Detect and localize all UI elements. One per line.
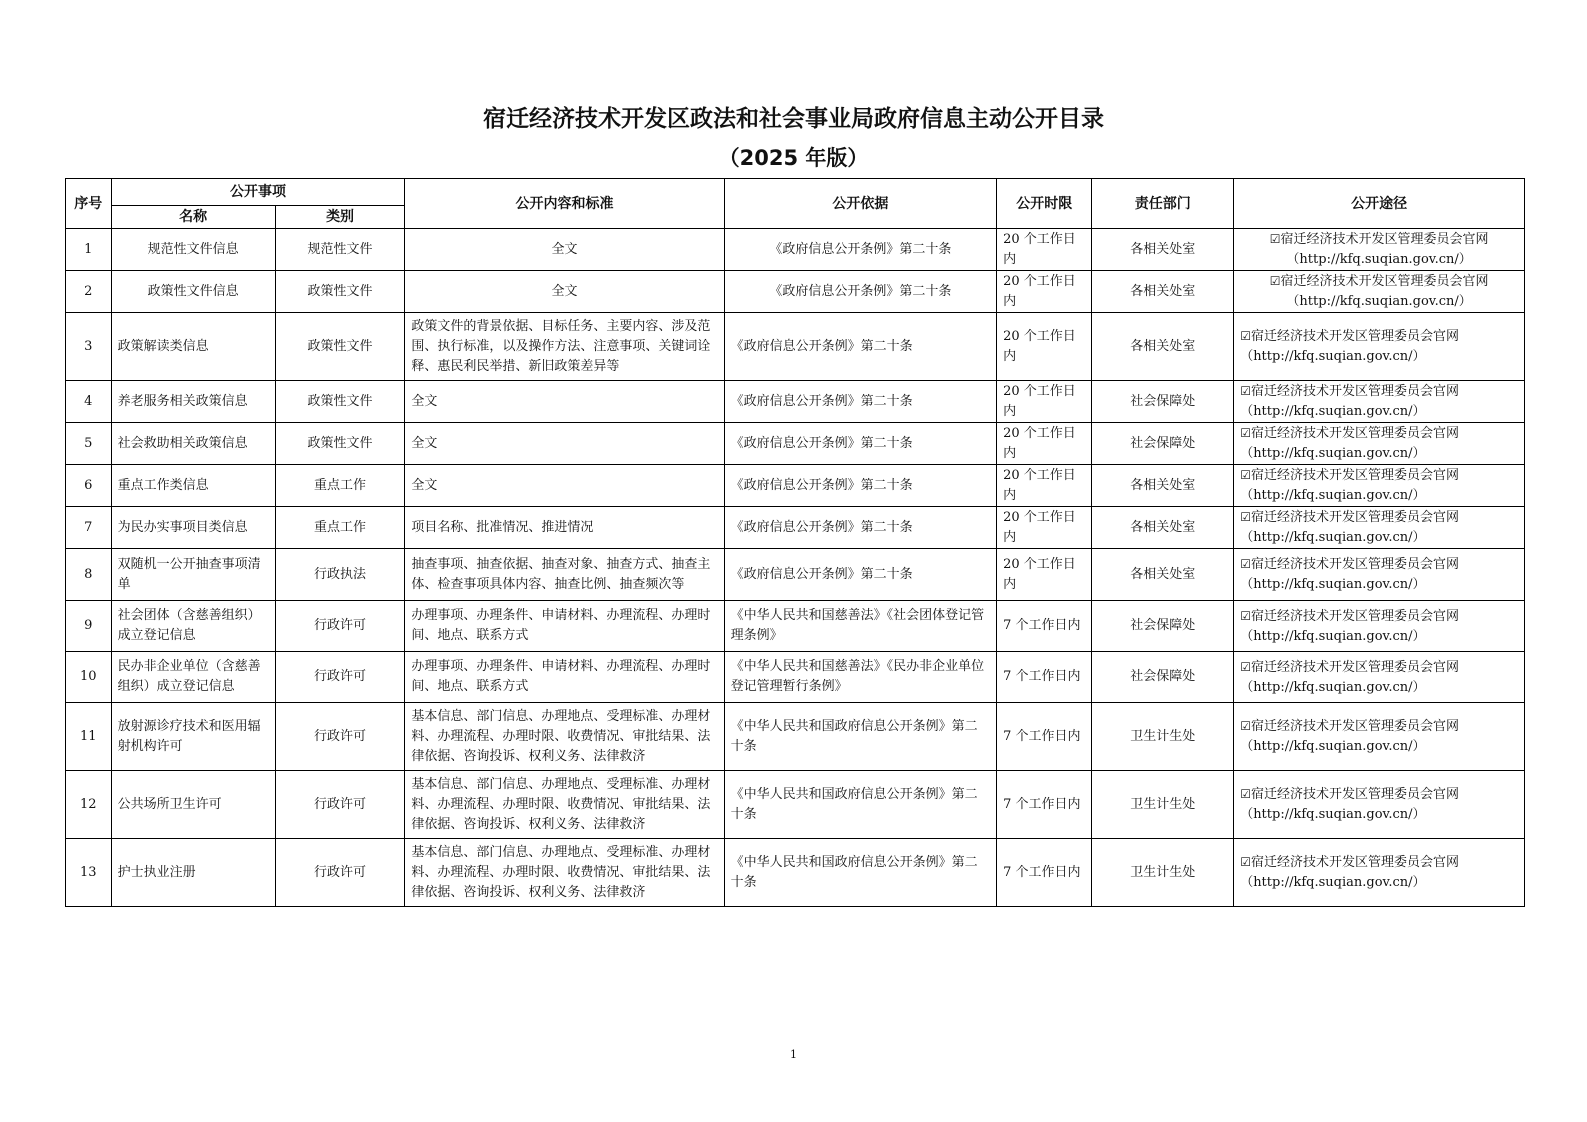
cell-seq: 9 bbox=[66, 601, 112, 652]
checked-box-icon: ☑ bbox=[1240, 468, 1251, 482]
cell-department: 各相关处室 bbox=[1092, 313, 1234, 381]
cell-channel bbox=[1234, 601, 1525, 652]
cell-content: 全文 bbox=[405, 271, 724, 313]
checked-box-icon: ☑ bbox=[1240, 608, 1251, 623]
channel-site-url: （http://kfq.suqian.gov.cn/） bbox=[1240, 530, 1426, 545]
channel-site-name: 宿迁经济技术开发区管理委员会官网 bbox=[1250, 384, 1459, 399]
header-category: 类别 bbox=[275, 206, 405, 229]
cell-content: 抽查事项、抽查依据、抽查对象、抽查方式、抽查主体、检查事项具体内容、抽查比例、抽查频次等 bbox=[405, 549, 724, 601]
cell-category: 行政许可 bbox=[275, 703, 405, 771]
cell-name: 公共场所卫生许可 bbox=[111, 771, 275, 839]
cell-time-limit: 7 个工作日内 bbox=[997, 652, 1092, 703]
cell-basis: 《政府信息公开条例》第二十条 bbox=[724, 549, 997, 601]
cell-name: 社会团体（含慈善组织）成立登记信息 bbox=[111, 601, 275, 652]
cell-department: 社会保障处 bbox=[1092, 601, 1234, 652]
cell-category: 行政许可 bbox=[275, 839, 405, 907]
channel-site-url: （http://kfq.suqian.gov.cn/） bbox=[1240, 679, 1426, 695]
cell-content: 全文 bbox=[405, 465, 724, 507]
document-title: 宿迁经济技术开发区政法和社会事业局政府信息主动公开目录 bbox=[483, 106, 1104, 132]
cell-name: 护士执业注册 bbox=[111, 839, 275, 907]
channel-site-url: （http://kfq.suqian.gov.cn/） bbox=[1240, 739, 1426, 754]
cell-seq: 6 bbox=[66, 465, 112, 507]
cell-content: 基本信息、部门信息、办理地点、受理标准、办理材料、办理流程、办理时限、收费情况、审批结果、法律依据、咨询投诉、权利义务、法律救济 bbox=[405, 703, 724, 771]
cell-time-limit: 20 个工作日内 bbox=[997, 381, 1092, 423]
table-row bbox=[66, 549, 1525, 601]
cell-category: 行政许可 bbox=[275, 601, 405, 652]
table-row bbox=[66, 271, 1525, 313]
channel-site-name: 宿迁经济技术开发区管理委员会官网 bbox=[1250, 468, 1459, 483]
cell-name: 民办非企业单位（含慈善组织）成立登记信息 bbox=[111, 652, 275, 703]
cell-time-limit: 20 个工作日内 bbox=[997, 229, 1092, 271]
checked-box-icon: ☑ bbox=[1240, 855, 1251, 869]
cell-name: 双随机一公开抽查事项清单 bbox=[111, 549, 275, 601]
cell-seq: 12 bbox=[66, 771, 112, 839]
cell-basis: 《政府信息公开条例》第二十条 bbox=[724, 313, 997, 381]
cell-channel bbox=[1234, 703, 1525, 771]
cell-time-limit: 7 个工作日内 bbox=[997, 601, 1092, 652]
cell-seq: 4 bbox=[66, 381, 112, 423]
checked-box-icon: ☑ bbox=[1240, 719, 1251, 733]
cell-category: 政策性文件 bbox=[275, 423, 405, 465]
cell-channel bbox=[1234, 771, 1525, 839]
cell-basis: 《政府信息公开条例》第二十条 bbox=[724, 271, 997, 313]
channel-site-url: （http://kfq.suqian.gov.cn/） bbox=[1286, 294, 1472, 309]
cell-time-limit: 20 个工作日内 bbox=[997, 507, 1092, 549]
cell-channel bbox=[1234, 652, 1525, 703]
checked-box-icon: ☑ bbox=[1240, 659, 1251, 674]
table-row bbox=[66, 381, 1525, 423]
checked-box-icon: ☑ bbox=[1240, 384, 1251, 398]
cell-seq: 10 bbox=[66, 652, 112, 703]
cell-channel bbox=[1234, 381, 1525, 423]
cell-basis: 《中华人民共和国慈善法》《民办非企业单位登记管理暂行条例》 bbox=[724, 652, 997, 703]
table-row bbox=[66, 771, 1525, 839]
cell-category: 政策性文件 bbox=[275, 271, 405, 313]
cell-name: 规范性文件信息 bbox=[111, 229, 275, 271]
cell-channel bbox=[1234, 549, 1525, 601]
disclosure-catalog-table bbox=[65, 178, 1525, 907]
channel-site-name: 宿迁经济技术开发区管理委员会官网 bbox=[1250, 608, 1459, 624]
cell-department: 卫生计生处 bbox=[1092, 839, 1234, 907]
table-row bbox=[66, 652, 1525, 703]
cell-time-limit: 20 个工作日内 bbox=[997, 271, 1092, 313]
channel-site-url: （http://kfq.suqian.gov.cn/） bbox=[1240, 349, 1426, 364]
channel-site-name: 宿迁经济技术开发区管理委员会官网 bbox=[1250, 510, 1459, 525]
cell-channel bbox=[1234, 465, 1525, 507]
cell-content: 基本信息、部门信息、办理地点、受理标准、办理材料、办理流程、办理时限、收费情况、审批结果、法律依据、咨询投诉、权利义务、法律救济 bbox=[405, 771, 724, 839]
channel-site-url: （http://kfq.suqian.gov.cn/） bbox=[1240, 577, 1426, 592]
cell-department: 各相关处室 bbox=[1092, 229, 1234, 271]
channel-site-name: 宿迁经济技术开发区管理委员会官网 bbox=[1250, 719, 1459, 734]
header-seq: 序号 bbox=[66, 179, 112, 229]
cell-seq: 8 bbox=[66, 549, 112, 601]
cell-name: 政策性文件信息 bbox=[111, 271, 275, 313]
header-items-group: 公开事项 bbox=[111, 179, 405, 206]
channel-site-url: （http://kfq.suqian.gov.cn/） bbox=[1286, 252, 1472, 267]
cell-department: 卫生计生处 bbox=[1092, 703, 1234, 771]
cell-seq: 3 bbox=[66, 313, 112, 381]
table-body bbox=[66, 229, 1525, 907]
cell-content: 办理事项、办理条件、申请材料、办理流程、办理时间、地点、联系方式 bbox=[405, 601, 724, 652]
cell-content: 政策文件的背景依据、目标任务、主要内容、涉及范围、执行标准，以及操作方法、注意事项、关键词诠释、惠民利民举措、新旧政策差异等 bbox=[405, 313, 724, 381]
table-row bbox=[66, 601, 1525, 652]
cell-channel bbox=[1234, 229, 1525, 271]
table-row bbox=[66, 507, 1525, 549]
header-time-limit: 公开时限 bbox=[997, 179, 1092, 229]
cell-basis: 《中华人民共和国慈善法》《社会团体登记管理条例》 bbox=[724, 601, 997, 652]
cell-seq: 5 bbox=[66, 423, 112, 465]
cell-seq: 1 bbox=[66, 229, 112, 271]
header-basis: 公开依据 bbox=[724, 179, 997, 229]
cell-name: 政策解读类信息 bbox=[111, 313, 275, 381]
cell-content: 办理事项、办理条件、申请材料、办理流程、办理时间、地点、联系方式 bbox=[405, 652, 724, 703]
cell-basis: 《政府信息公开条例》第二十条 bbox=[724, 229, 997, 271]
header-department: 责任部门 bbox=[1092, 179, 1234, 229]
cell-seq: 7 bbox=[66, 507, 112, 549]
cell-seq: 13 bbox=[66, 839, 112, 907]
checked-box-icon: ☑ bbox=[1269, 274, 1281, 288]
cell-time-limit: 20 个工作日内 bbox=[997, 423, 1092, 465]
cell-seq: 11 bbox=[66, 703, 112, 771]
header-name: 名称 bbox=[111, 206, 275, 229]
cell-time-limit: 7 个工作日内 bbox=[997, 771, 1092, 839]
cell-category: 行政执法 bbox=[275, 549, 405, 601]
cell-time-limit: 20 个工作日内 bbox=[997, 549, 1092, 601]
cell-channel bbox=[1234, 313, 1525, 381]
cell-time-limit: 7 个工作日内 bbox=[997, 703, 1092, 771]
channel-site-name: 宿迁经济技术开发区管理委员会官网 bbox=[1250, 426, 1459, 441]
header-channel: 公开途径 bbox=[1234, 179, 1525, 229]
cell-time-limit: 7 个工作日内 bbox=[997, 839, 1092, 907]
cell-category: 行政许可 bbox=[275, 771, 405, 839]
cell-department: 各相关处室 bbox=[1092, 271, 1234, 313]
cell-category: 重点工作 bbox=[275, 465, 405, 507]
cell-name: 为民办实事项目类信息 bbox=[111, 507, 275, 549]
cell-department: 各相关处室 bbox=[1092, 507, 1234, 549]
table-row bbox=[66, 423, 1525, 465]
channel-site-name: 宿迁经济技术开发区管理委员会官网 bbox=[1280, 232, 1489, 247]
checked-box-icon: ☑ bbox=[1240, 426, 1251, 440]
cell-category: 规范性文件 bbox=[275, 229, 405, 271]
checked-box-icon: ☑ bbox=[1240, 787, 1251, 801]
cell-category: 政策性文件 bbox=[275, 381, 405, 423]
cell-content: 基本信息、部门信息、办理地点、受理标准、办理材料、办理流程、办理时限、收费情况、审批结果、法律依据、咨询投诉、权利义务、法律救济 bbox=[405, 839, 724, 907]
channel-site-url: （http://kfq.suqian.gov.cn/） bbox=[1240, 404, 1426, 419]
document-subtitle: （2025 年版） bbox=[718, 146, 869, 170]
page-number: 1 bbox=[790, 1048, 797, 1061]
cell-content: 项目名称、批准情况、推进情况 bbox=[405, 507, 724, 549]
cell-category: 行政许可 bbox=[275, 652, 405, 703]
cell-department: 卫生计生处 bbox=[1092, 771, 1234, 839]
channel-site-name: 宿迁经济技术开发区管理委员会官网 bbox=[1280, 274, 1489, 289]
cell-basis: 《中华人民共和国政府信息公开条例》第二十条 bbox=[724, 771, 997, 839]
cell-name: 放射源诊疗技术和医用辐射机构许可 bbox=[111, 703, 275, 771]
table-row bbox=[66, 313, 1525, 381]
cell-basis: 《政府信息公开条例》第二十条 bbox=[724, 465, 997, 507]
checked-box-icon: ☑ bbox=[1269, 232, 1281, 246]
checked-box-icon: ☑ bbox=[1240, 510, 1251, 524]
cell-time-limit: 20 个工作日内 bbox=[997, 465, 1092, 507]
cell-department: 各相关处室 bbox=[1092, 465, 1234, 507]
cell-department: 社会保障处 bbox=[1092, 423, 1234, 465]
cell-channel bbox=[1234, 271, 1525, 313]
cell-channel bbox=[1234, 423, 1525, 465]
channel-site-url: （http://kfq.suqian.gov.cn/） bbox=[1240, 807, 1426, 822]
channel-site-name: 宿迁经济技术开发区管理委员会官网 bbox=[1250, 557, 1459, 572]
channel-site-name: 宿迁经济技术开发区管理委员会官网 bbox=[1250, 329, 1459, 344]
cell-channel bbox=[1234, 839, 1525, 907]
cell-channel bbox=[1234, 507, 1525, 549]
cell-name: 重点工作类信息 bbox=[111, 465, 275, 507]
cell-basis: 《中华人民共和国政府信息公开条例》第二十条 bbox=[724, 839, 997, 907]
table-row bbox=[66, 229, 1525, 271]
cell-time-limit: 20 个工作日内 bbox=[997, 313, 1092, 381]
cell-category: 重点工作 bbox=[275, 507, 405, 549]
cell-seq: 2 bbox=[66, 271, 112, 313]
cell-content: 全文 bbox=[405, 381, 724, 423]
cell-category: 政策性文件 bbox=[275, 313, 405, 381]
channel-site-name: 宿迁经济技术开发区管理委员会官网 bbox=[1250, 787, 1459, 802]
cell-department: 各相关处室 bbox=[1092, 549, 1234, 601]
checked-box-icon: ☑ bbox=[1240, 329, 1251, 343]
cell-content: 全文 bbox=[405, 423, 724, 465]
channel-site-url: （http://kfq.suqian.gov.cn/） bbox=[1240, 875, 1426, 890]
cell-basis: 《政府信息公开条例》第二十条 bbox=[724, 381, 997, 423]
cell-name: 社会救助相关政策信息 bbox=[111, 423, 275, 465]
channel-site-url: （http://kfq.suqian.gov.cn/） bbox=[1240, 446, 1426, 461]
cell-department: 社会保障处 bbox=[1092, 381, 1234, 423]
channel-site-name: 宿迁经济技术开发区管理委员会官网 bbox=[1250, 659, 1459, 675]
channel-site-url: （http://kfq.suqian.gov.cn/） bbox=[1240, 628, 1426, 644]
cell-basis: 《政府信息公开条例》第二十条 bbox=[724, 423, 997, 465]
cell-name: 养老服务相关政策信息 bbox=[111, 381, 275, 423]
cell-basis: 《政府信息公开条例》第二十条 bbox=[724, 507, 997, 549]
cell-content: 全文 bbox=[405, 229, 724, 271]
cell-department: 社会保障处 bbox=[1092, 652, 1234, 703]
channel-site-url: （http://kfq.suqian.gov.cn/） bbox=[1240, 488, 1426, 503]
table-header bbox=[66, 179, 1525, 229]
header-content: 公开内容和标准 bbox=[405, 179, 724, 229]
table-row bbox=[66, 703, 1525, 771]
table-row bbox=[66, 839, 1525, 907]
table-row bbox=[66, 465, 1525, 507]
channel-site-name: 宿迁经济技术开发区管理委员会官网 bbox=[1250, 855, 1459, 870]
cell-basis: 《中华人民共和国政府信息公开条例》第二十条 bbox=[724, 703, 997, 771]
checked-box-icon: ☑ bbox=[1240, 557, 1251, 571]
